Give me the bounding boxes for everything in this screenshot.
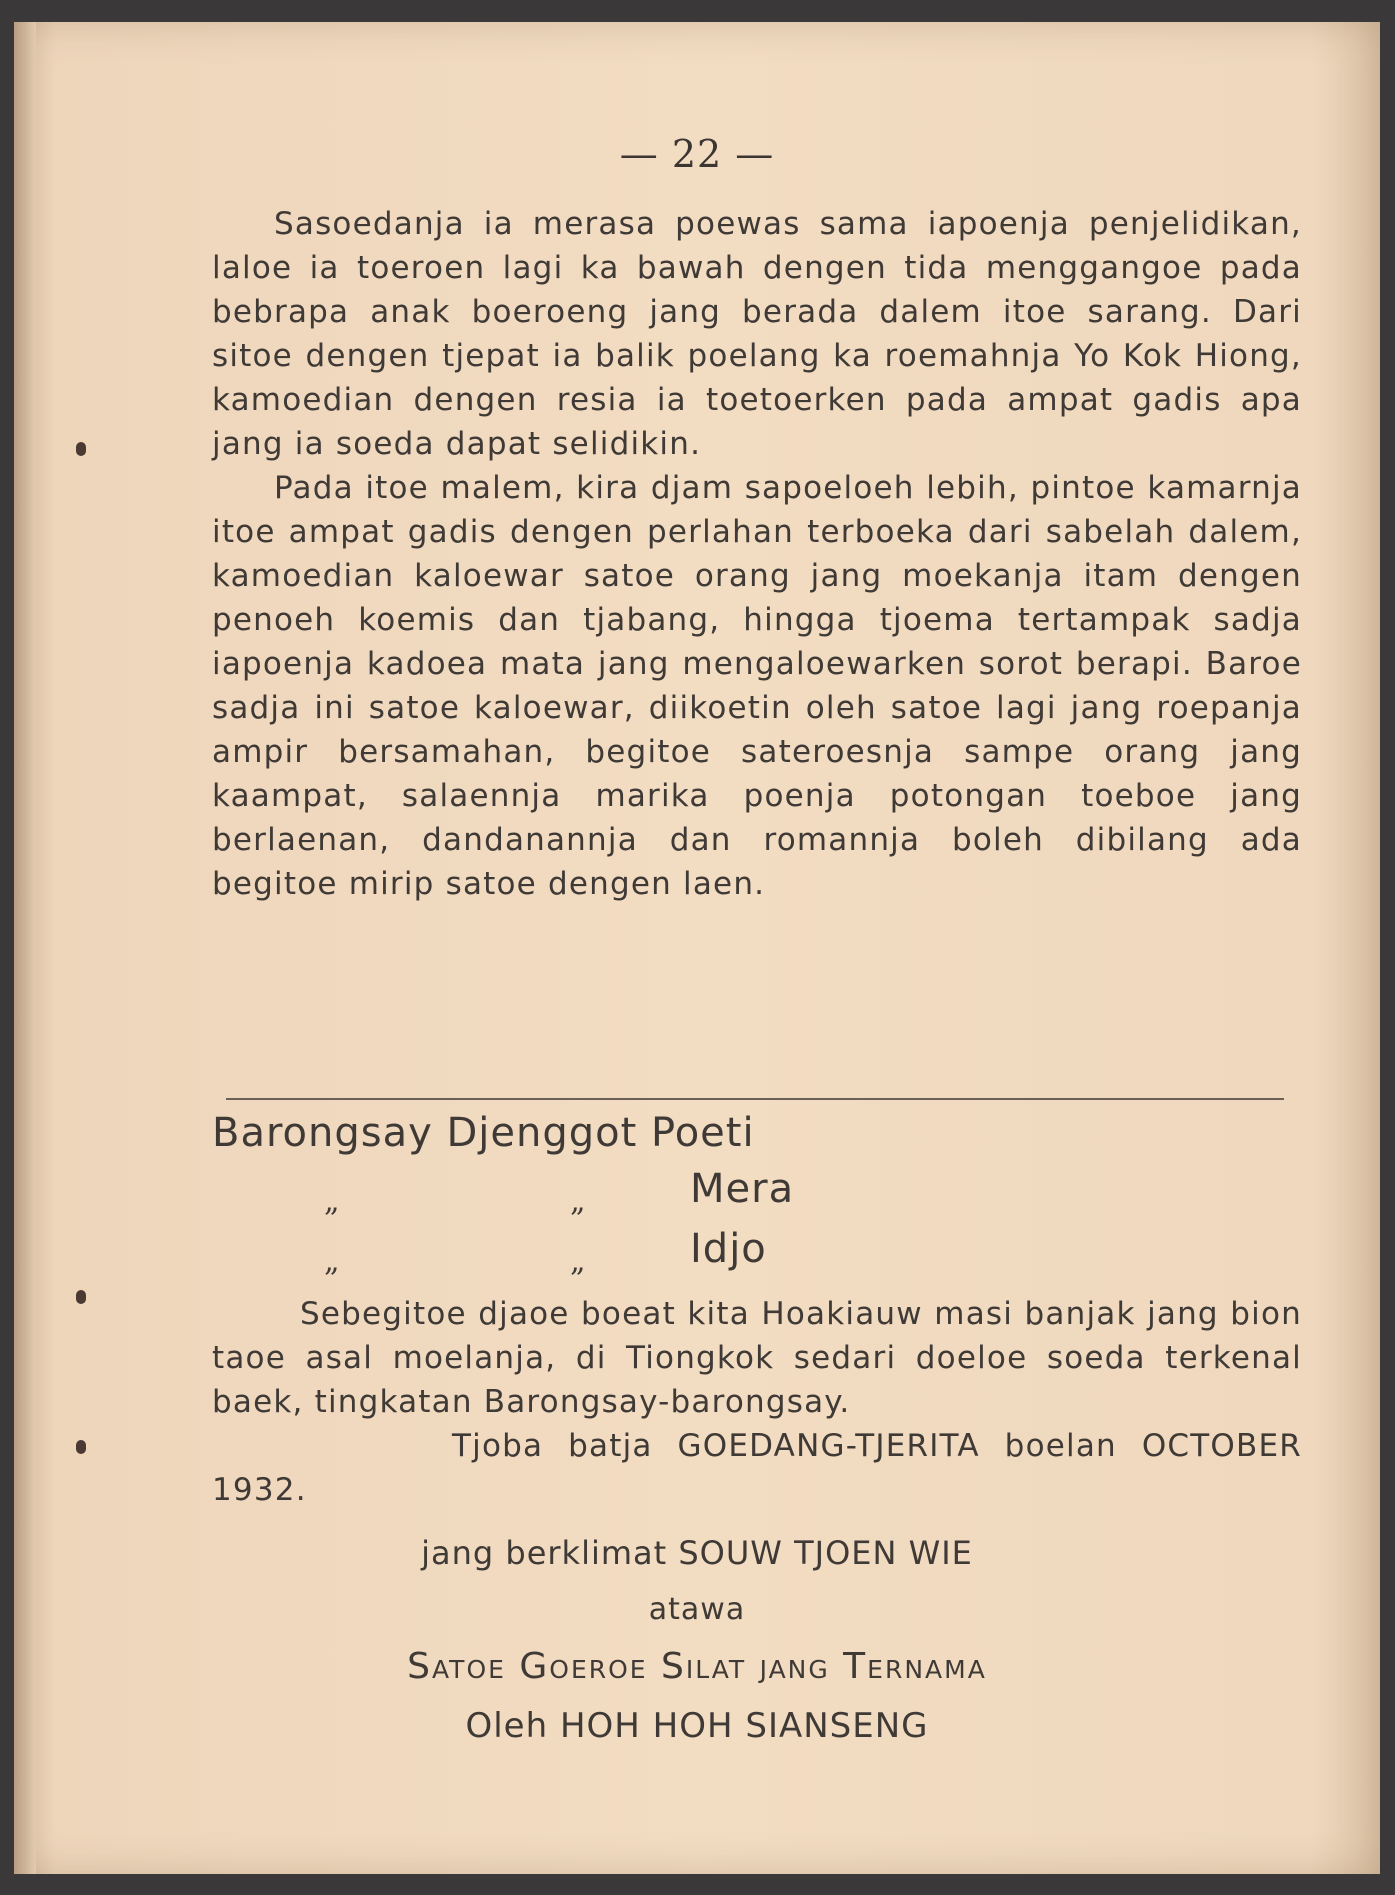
title-idjo: Idjo bbox=[690, 1226, 767, 1272]
ditto-mark: „ bbox=[570, 1184, 586, 1219]
binding-hole-mark bbox=[76, 1290, 86, 1304]
advert-paragraph: Tjoba batja GOEDANG-TJERITA boelan OCTOBER 1932. bbox=[212, 1428, 1302, 1508]
ditto-mark: „ bbox=[324, 1184, 340, 1219]
promo-line-3: Satoe Goeroe Silat jang Ternama bbox=[407, 1646, 987, 1687]
title-mera: Mera bbox=[690, 1166, 795, 1212]
story-paragraph-1: Sasoedanja ia merasa poewas sama iapoenja penjelidikan, laloe ia toeroen lagi ka bawah dengen tida menggangoe pada bebrapa anak boeroeng jang berada dalem itoe sarang. Dari sitoe dengen tjepat ia balik poelang ka roemahnja Yo Kok Hiong, kamoedian dengen resia ia toetoerken pada ampat gadis apa jang ia soeda dapat selidikin. bbox=[212, 206, 1302, 462]
story-paragraph-2: Pada itoe malem, kira djam sapoeloeh lebih, pintoe kamarnja itoe ampat gadis dengen perlahan terboeka dari sabelah dalem, kamoedian kaloewar satoe orang jang moekanja itam dengen penoeh koemis dan tjabang, hingga tjoema tertampak sadja iapoenja kadoea mata jang mengaloewarken sorot berapi. Baroe sadja ini satoe kaloewar, diikoetin oleh satoe lagi jang roepanja ampir bersamahan, begitoe sateroesnja sampe orang jang kaampat, salaennja marika poenja potongan toeboe jang berlaenan, dandanannja dan romannja boleh dibilang ada begitoe mirip satoe dengen laen. bbox=[212, 470, 1302, 902]
title-barongsay-poeti: Barongsay Djenggot Poeti bbox=[212, 1110, 755, 1156]
binding-hole-mark bbox=[76, 442, 86, 456]
promo-line-4: Oleh HOH HOH SIANSENG bbox=[465, 1706, 929, 1746]
page-number: — 22 — bbox=[619, 132, 775, 176]
promo-line-1: jang berklimat SOUW TJOEN WIE bbox=[421, 1534, 973, 1572]
ditto-mark: „ bbox=[324, 1244, 340, 1279]
section-divider bbox=[226, 1098, 1284, 1100]
promo-paragraph: Sebegitoe djaoe boeat kita Hoakiauw masi banjak jang bion taoe asal moelanja, di Tiongkok sedari doeloe soeda terkenal baek, tingkatan Barongsay-barongsay. bbox=[212, 1296, 1302, 1420]
ditto-mark: „ bbox=[570, 1244, 586, 1279]
story-text-block bbox=[212, 202, 1302, 906]
binding-hole-mark bbox=[76, 1440, 86, 1454]
promo-line-2: atawa bbox=[648, 1592, 746, 1627]
book-page bbox=[14, 22, 1380, 1874]
promo-text-block bbox=[212, 1292, 1302, 1512]
